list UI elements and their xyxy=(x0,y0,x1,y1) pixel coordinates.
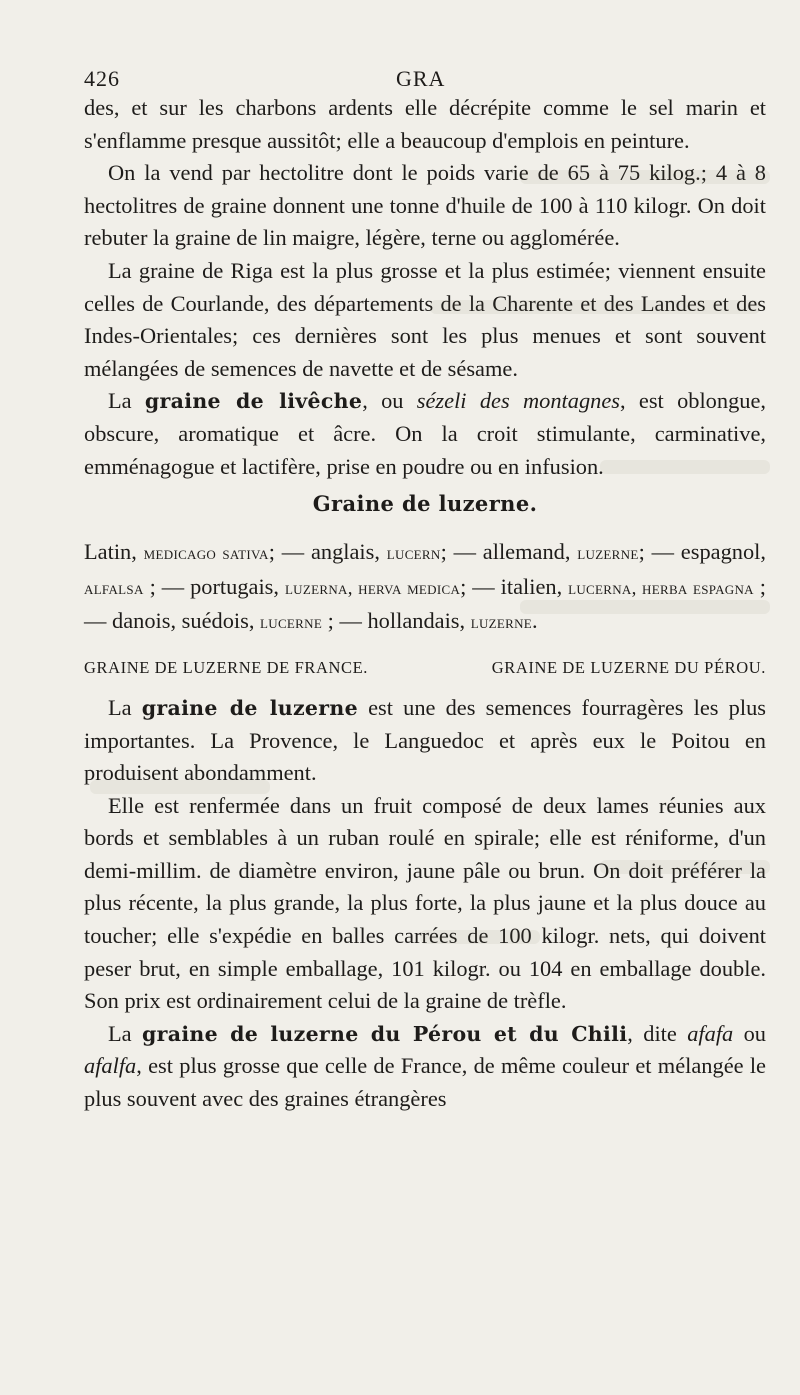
page-number: 426 xyxy=(84,66,120,91)
term-label: luzerne xyxy=(577,543,639,565)
term-label: lucern xyxy=(386,543,441,565)
text-run: , est plus grosse que celle de France, de même couleur et mélangée le plus souvent avec des graines étrangères xyxy=(84,1053,766,1112)
running-head: GRA xyxy=(396,66,446,91)
name-entry xyxy=(190,574,501,599)
language-names xyxy=(84,536,766,640)
text-run: La xyxy=(108,388,145,414)
language-label: danois, suédois, xyxy=(112,608,261,634)
text-run: , dite xyxy=(627,1020,688,1046)
separator: ; — xyxy=(84,573,767,634)
text-run: La xyxy=(108,694,142,720)
figure-captions xyxy=(84,658,766,678)
language-label: allemand, xyxy=(482,539,578,565)
language-label: espagnol, xyxy=(680,539,766,565)
paragraph: On la vend par hectolitre dont le poids varie de 65 à 75 kilog.; 4 à 8 hectolitres de graine donnent une tonne d'huile de 100 à 110 kilogr. On doit rebuter la graine de lin maigre, légère, terne ou agglomérée. xyxy=(84,160,766,251)
language-label: Latin, xyxy=(84,539,144,565)
term-label: luzerna, herva medica xyxy=(284,577,461,599)
term-bold: graine de livêche xyxy=(144,389,363,414)
name-entry xyxy=(311,539,483,564)
name-entry xyxy=(84,539,311,564)
separator: ; — xyxy=(268,539,311,565)
language-label: italien, xyxy=(500,573,569,599)
paragraph: Elle est renfermée dans un fruit composé de deux lames réunies aux bords et semblables à un ruban roulé en spirale; elle est réniforme, d'un demi-millim. de diamètre environ, jaune pâle ou brun. On doit préférer la plus récente, la plus grande, la plus forte, la plus jaune et la plus douce au toucher; elle s'expédie en balles carrées de 100 kilogr. nets, qui doivent peser brut, en simple emballage, 101 kilogr. ou 104 en emballage double. Son prix est ordinairement celui de la graine de trèfle. xyxy=(84,792,766,1014)
caption-left: GRAINE DE LUZERNE DE FRANCE. xyxy=(84,657,368,677)
caption-right: GRAINE DE LUZERNE DU PÉROU. xyxy=(491,657,766,677)
term-label: medicago sativa xyxy=(143,543,269,565)
term-italic: afafa xyxy=(687,1020,734,1046)
separator: . xyxy=(532,608,538,634)
language-label: anglais, xyxy=(310,539,387,565)
paragraph xyxy=(84,385,766,483)
text-run: , est oblongue, obscure, aromatique et âcre. On la croit stimulante, carminative, emménagogue et lactifère, prise en poudre ou en infusion. xyxy=(84,388,766,479)
body-text xyxy=(84,92,766,483)
term-label: alfalsa xyxy=(84,577,144,599)
paragraph xyxy=(84,1018,766,1116)
term-label: lucerna, herba espagna xyxy=(568,577,754,599)
separator: ; — xyxy=(638,539,681,565)
term-italic: sézeli des montagnes xyxy=(416,388,620,414)
paragraph: La graine de Riga est la plus grosse et la plus estimée; viennent ensuite celles de Courlande, des départements de la Charente et des Landes et des Indes-Orientales; ces dernières sont les plus menues et sont souvent mélangées de semences de navette et de sésame. xyxy=(84,257,766,381)
language-label: hollandais, xyxy=(367,608,471,634)
language-label: portugais, xyxy=(190,573,285,599)
name-entry xyxy=(483,539,681,564)
text-run: est une des semences fourragères les plus importantes. La Provence, le Languedoc et après eux le Poitou en produisent abondamment. xyxy=(84,694,767,786)
text-run: , ou xyxy=(362,388,417,414)
separator: ; — xyxy=(322,608,368,634)
term-bold: graine de luzerne du Pérou et du Chili xyxy=(142,1021,628,1046)
term-label: lucerne xyxy=(260,612,323,634)
section-title: Graine de luzerne. xyxy=(312,491,538,517)
text-run: La xyxy=(108,1020,142,1046)
term-italic: afalfa xyxy=(84,1053,137,1079)
body-text-continued xyxy=(84,692,766,1116)
separator: ; — xyxy=(143,573,191,599)
term-bold: graine de luzerne xyxy=(141,695,358,720)
paragraph xyxy=(84,692,766,790)
term-label: luzerne xyxy=(470,612,533,634)
separator: ; — xyxy=(440,539,483,565)
paragraph: des, et sur les charbons ardents elle décrépite comme le sel marin et s'enflamme presque aussitôt; elle a beaucoup d'emplois en peinture. xyxy=(84,95,766,153)
name-entry xyxy=(112,608,367,633)
page-header xyxy=(84,58,766,92)
name-entry xyxy=(367,608,537,633)
separator: ; — xyxy=(460,573,501,599)
text-run: ou xyxy=(733,1020,766,1046)
